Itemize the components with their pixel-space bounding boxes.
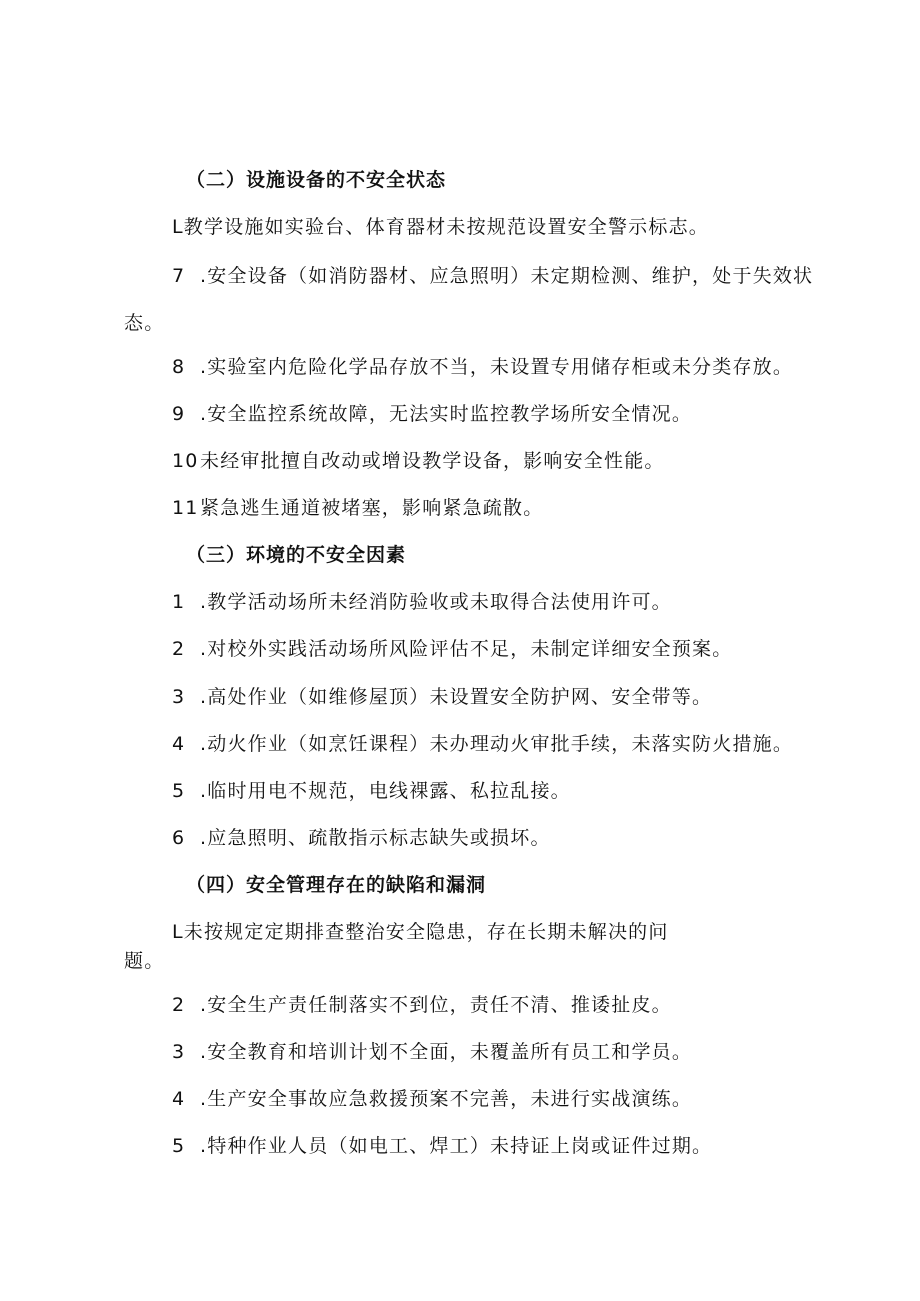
list-item: [172, 778, 571, 804]
list-item: [172, 354, 793, 380]
list-item: [172, 589, 672, 615]
item-text: L教学设施如实验台、体育器材未按规范设置安全警示标志。: [172, 216, 709, 238]
list-item: [172, 731, 793, 757]
item-text: .特种作业人员（如电工、焊工）未持证上岗或证件过期。: [200, 1135, 713, 1157]
item-number: 3: [172, 686, 186, 708]
section-heading-2: （二）设施设备的不安全状态: [186, 169, 447, 191]
item-text: .安全生产责任制落实不到位，责任不清、推诿扯皮。: [200, 994, 672, 1016]
item-number: 3: [172, 1041, 186, 1063]
item-text: .安全设备（如消防器材、应急照明）未定期检测、维护，处于失效状: [200, 265, 814, 287]
list-item: [172, 401, 692, 427]
item-number: 2: [172, 994, 186, 1016]
item-number: 4: [172, 1088, 186, 1110]
item-continuation: 题。: [124, 950, 165, 972]
list-item: [172, 825, 551, 851]
item-number: 6: [172, 827, 186, 849]
item-number: 11: [172, 497, 199, 519]
section-heading-4: （四）安全管理存在的缺陷和漏洞: [186, 874, 487, 896]
item-text: L未按规定定期排查整治安全隐患，存在长期未解决的问: [172, 921, 669, 943]
item-text: .高处作业（如维修屋顶）未设置安全防护网、安全带等。: [200, 686, 713, 708]
item-text: .对校外实践活动场所风险评估不足，未制定详细安全预案。: [200, 638, 733, 660]
item-number: 7: [172, 265, 186, 287]
item-text: .实验室内危险化学品存放不当，未设置专用储存柜或未分类存放。: [200, 356, 794, 378]
item-number: 5: [172, 780, 186, 802]
item-text: 紧急逃生通道被堵塞，影响紧急疏散。: [200, 497, 544, 519]
list-item: [172, 919, 669, 945]
list-item: [172, 636, 732, 662]
list-item: [172, 1086, 692, 1112]
list-item: [172, 1039, 692, 1065]
item-number: 9: [172, 403, 186, 425]
item-text: .动火作业（如烹饪课程）未办理动火审批手续，未落实防火措施。: [200, 733, 794, 755]
list-item: [172, 263, 813, 289]
item-text: 未经审批擅自改动或增设教学设备，影响安全性能。: [200, 450, 665, 472]
item-number: 8: [172, 356, 186, 378]
item-text: .安全教育和培训计划不全面，未覆盖所有员工和学员。: [200, 1041, 693, 1063]
list-item: [172, 1133, 712, 1159]
item-number: 10: [172, 450, 199, 472]
section-heading-3: （三）环境的不安全因素: [186, 544, 407, 566]
item-text: .安全监控系统故障，无法实时监控教学场所安全情况。: [200, 403, 693, 425]
list-item: [172, 495, 543, 521]
item-text: .生产安全事故应急救援预案不完善，未进行实战演练。: [200, 1088, 693, 1110]
item-text: .应急照明、疏散指示标志缺失或损坏。: [200, 827, 551, 849]
list-item: [172, 214, 709, 240]
item-number: 5: [172, 1135, 186, 1157]
list-item: [172, 684, 712, 710]
item-number: 4: [172, 733, 186, 755]
list-item: [172, 992, 672, 1018]
item-text: .临时用电不规范，电线裸露、私拉乱接。: [200, 780, 571, 802]
item-number: 1: [172, 591, 186, 613]
item-number: 2: [172, 638, 186, 660]
item-continuation: 态。: [124, 312, 165, 334]
list-item: [172, 448, 665, 474]
item-text: .教学活动场所未经消防验收或未取得合法使用许可。: [200, 591, 672, 613]
